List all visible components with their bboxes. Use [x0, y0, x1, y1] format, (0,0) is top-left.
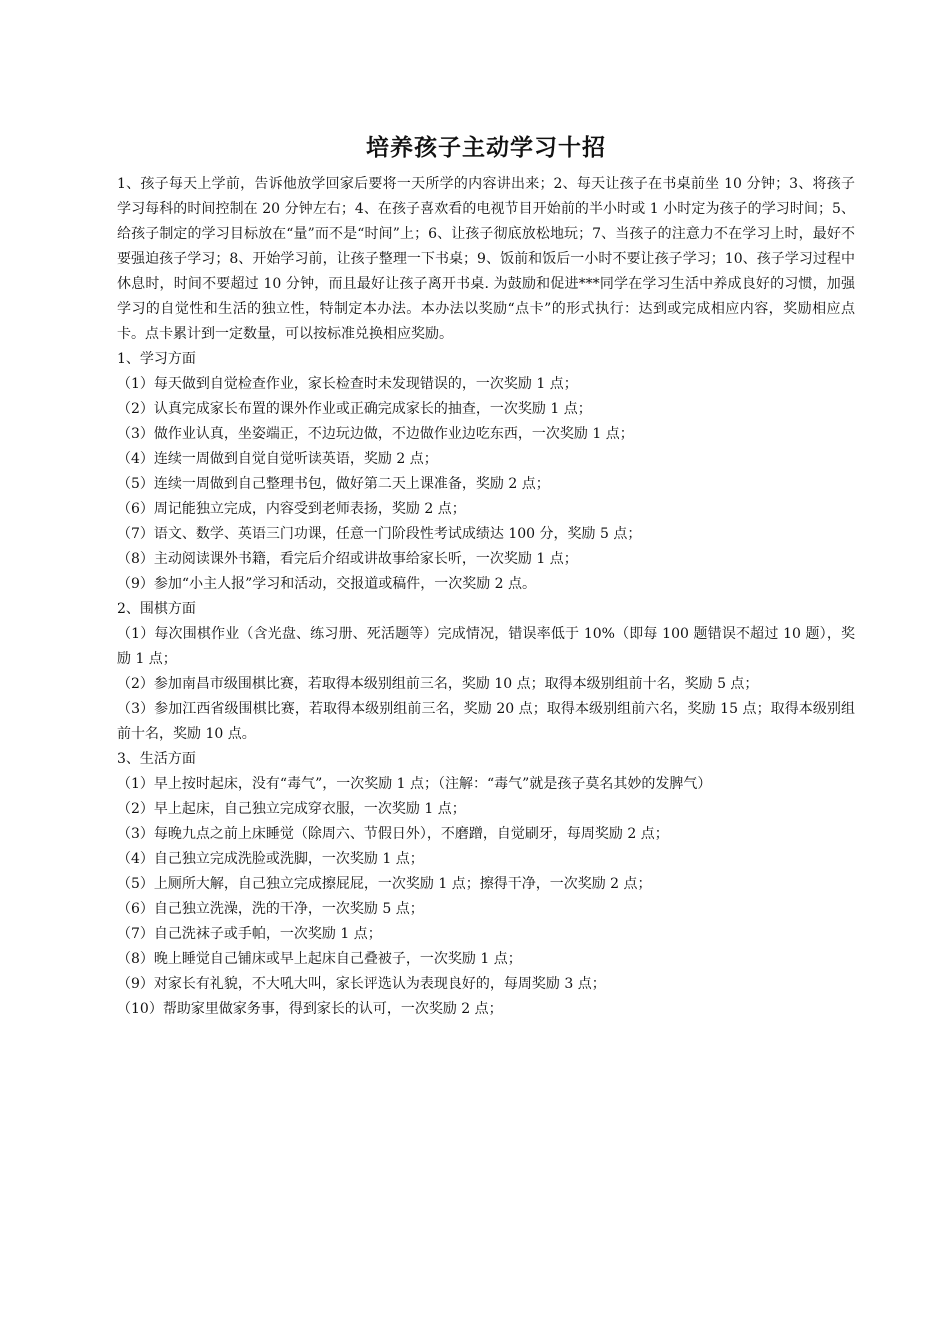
intro-paragraph: 1、孩子每天上学前，告诉他放学回家后要将一天所学的内容讲出来；2、每天让孩子在书桌前坐 10 分钟；3、将孩子学习每科的时间控制在 20 分钟左右；4、在孩子喜欢看的电视节目开始前的半小时或 1 小时定为孩子的学习时间；5、给孩子制定的学习目标放在“量”而不是“时间”上；6、让孩子彻底放松地玩；7、当孩子的注意力不在学习上时，最好不要强迫孩子学习；8、开始学习前，让孩子整理一下书桌；9、饭前和饭后一小时不要让孩子学习；10、孩子学习过程中休息时，时间不要超过 10 分钟，而且最好让孩子离开书桌. 为鼓励和促进***同学在学习生活中养成良好的习惯，加强学习的自觉性和生活的独立性，特制定本办法。本办法以奖励“点卡”的形式执行：达到或完成相应内容，奖励相应点卡。点卡累计到一定数量，可以按标准兑换相应奖励。: [117, 176, 855, 342]
section-heading: 3、生活方面: [117, 751, 196, 767]
list-item: （10）帮助家里做家务事，得到家长的认可，一次奖励 2 点；: [117, 1001, 503, 1017]
list-item: （9）对家长有礼貌，不大吼大叫，家长评选认为表现良好的，每周奖励 3 点；: [117, 976, 606, 992]
list-item: （8）晚上睡觉自己铺床或早上起床自己叠被子，一次奖励 1 点；: [117, 951, 522, 967]
list-item: （7）语文、数学、英语三门功课，任意一门阶段性考试成绩达 100 分，奖励 5 点；: [117, 526, 642, 542]
list-item: （6）自己独立洗澡，洗的干净，一次奖励 5 点；: [117, 901, 424, 917]
list-item: （2）参加南昌市级围棋比赛，若取得本级别组前三名，奖励 10 点；取得本级别组前十名，奖励 5 点；: [117, 676, 759, 692]
list-item: （6）周记能独立完成，内容受到老师表扬，奖励 2 点；: [117, 501, 466, 517]
document-page: [117, 128, 855, 1022]
section-go: [117, 597, 855, 747]
list-item: （8）主动阅读课外书籍，看完后介绍或讲故事给家长听，一次奖励 1 点；: [117, 551, 578, 567]
list-item: （1）早上按时起床，没有“毒气”，一次奖励 1 点；（注解：“毒气”就是孩子莫名其妙的发脾气）: [117, 776, 712, 792]
list-item: （1）每次围棋作业（含光盘、练习册、死活题等）完成情况，错误率低于 10%（即每 100 题错误不超过 10 题），奖励 1 点；: [117, 626, 855, 667]
section-items: [117, 772, 855, 1022]
list-item: （3）每晚九点之前上床睡觉（除周六、节假日外），不磨蹭，自觉刷牙，每周奖励 2 点；: [117, 826, 669, 842]
list-item: （7）自己洗袜子或手帕，一次奖励 1 点；: [117, 926, 382, 942]
list-item: （9）参加“小主人报”学习和活动，交报道或稿件，一次奖励 2 点。: [117, 576, 537, 592]
section-heading: 1、学习方面: [117, 351, 196, 367]
section-life: [117, 747, 855, 1022]
section-items: [117, 622, 855, 747]
list-item: （5）上厕所大解，自己独立完成擦屁屁，一次奖励 1 点；擦得干净，一次奖励 2 点；: [117, 876, 652, 892]
section-study: [117, 347, 855, 597]
list-item: （4）自己独立完成洗脸或洗脚，一次奖励 1 点；: [117, 851, 424, 867]
list-item: （1）每天做到自觉检查作业，家长检查时未发现错误的，一次奖励 1 点；: [117, 376, 578, 392]
section-items: [117, 372, 855, 597]
list-item: （2）认真完成家长布置的课外作业或正确完成家长的抽查，一次奖励 1 点；: [117, 401, 592, 417]
document-title: 培养孩子主动学习十招: [366, 134, 606, 161]
list-item: （2）早上起床，自己独立完成穿衣服，一次奖励 1 点；: [117, 801, 466, 817]
list-item: （3）参加江西省级围棋比赛，若取得本级别组前三名，奖励 20 点；取得本级别组前六名，奖励 15 点；取得本级别组前十名，奖励 10 点。: [117, 701, 855, 742]
list-item: （3）做作业认真，坐姿端正，不边玩边做，不边做作业边吃东西，一次奖励 1 点；: [117, 426, 634, 442]
section-heading: 2、围棋方面: [117, 601, 196, 617]
list-item: （5）连续一周做到自己整理书包，做好第二天上课准备，奖励 2 点；: [117, 476, 550, 492]
list-item: （4）连续一周做到自觉自觉听读英语，奖励 2 点；: [117, 451, 438, 467]
